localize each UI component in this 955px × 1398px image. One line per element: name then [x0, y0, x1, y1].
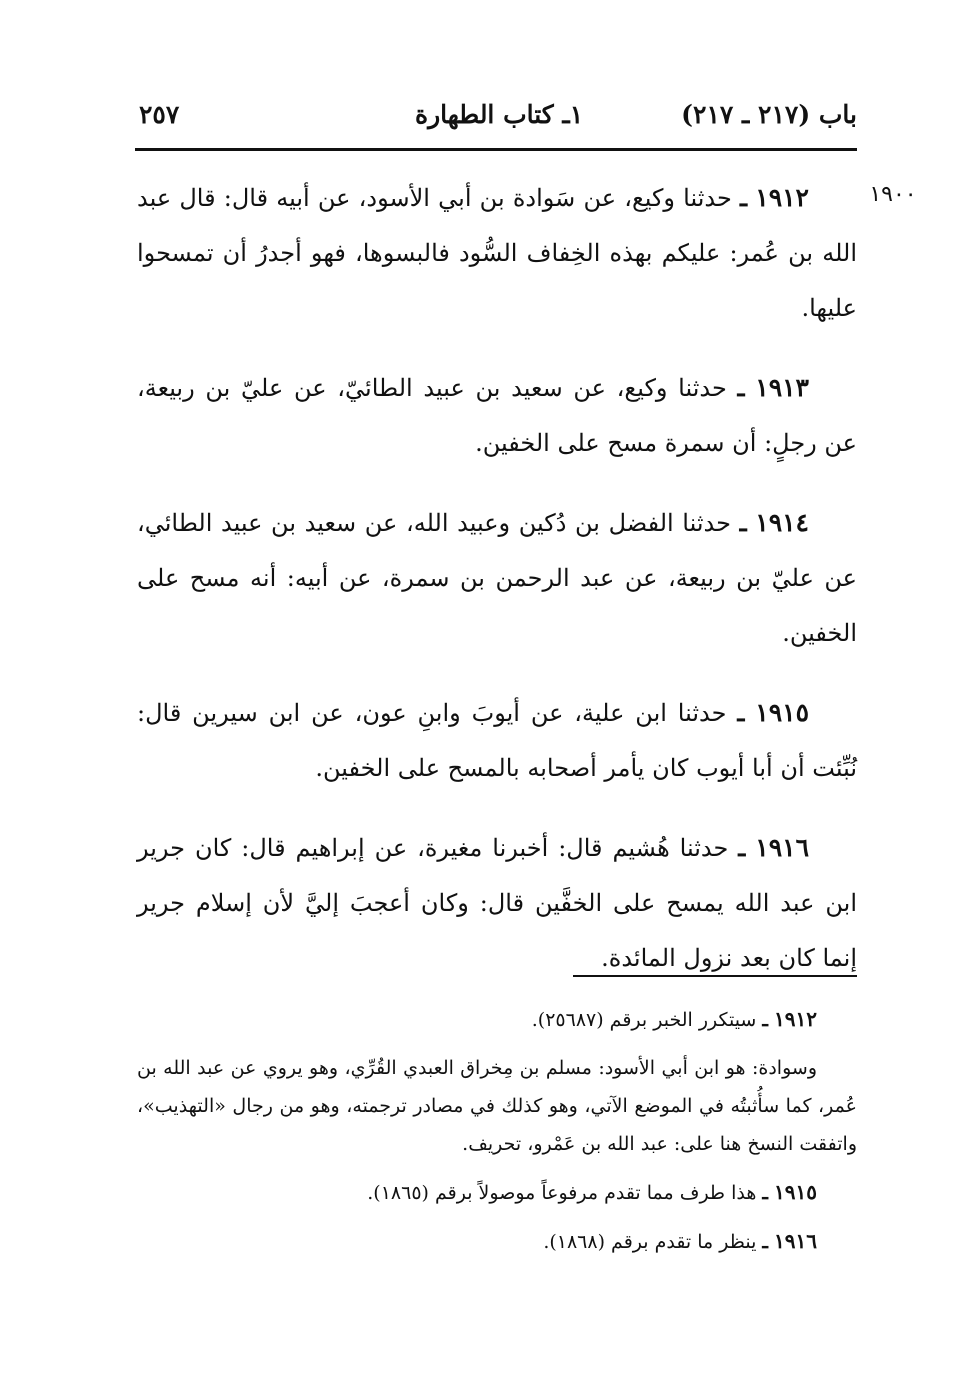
hadith-1916	[137, 820, 857, 986]
hadith-1914	[137, 495, 857, 661]
chapter-reference: باب (٢١٧ ـ ٢١٧)	[681, 100, 857, 129]
hadith-text: حدثنا وكيع، عن سعيد بن عبيد الطائيّ، عن عليّ بن ربيعة، عن رجلٍ: أن سمرة مسح على الخفين.	[137, 374, 857, 457]
hadith-number: ١٩١٦	[755, 833, 809, 862]
footnote-1912-continued	[137, 1049, 857, 1163]
footnote-dash: ـ	[762, 1009, 768, 1031]
hadith-1915	[137, 685, 857, 796]
hadith-text: حدثنا هُشيم قال: أخبرنا مغيرة، عن إبراهيم قال: كان جرير ابن عبد الله يمسح على الخفَّين قال: وكان أعجبَ إليَّ لأن إسلام جرير إنما كان بعد نزول المائدة.	[137, 834, 857, 972]
footnote-text: سيتكرر الخبر برقم (٢٥٦٨٧).	[531, 1009, 757, 1031]
footnote-text: هذا طرف مما تقدم مرفوعاً موصولاً برقم (١٨٦٥).	[367, 1182, 757, 1204]
footnote-1912	[137, 1000, 857, 1039]
footnote-dash: ـ	[762, 1182, 768, 1204]
header-rule	[135, 148, 857, 151]
hadith-text: حدثنا الفضل بن دُكين وعبيد الله، عن سعيد بن عبيد الطائي، عن عليّ بن ربيعة، عن عبد الرحمن بن سمرة، عن أبيه: أنه مسح على الخفين.	[137, 509, 857, 647]
footnotes	[137, 1000, 857, 1271]
main-text	[137, 170, 857, 1010]
footnote-1915	[137, 1173, 857, 1212]
footnote-number: ١٩١٥	[774, 1180, 817, 1204]
margin-reference-number: ١٩٠٠	[869, 182, 917, 207]
hadith-dash: ـ	[737, 373, 745, 402]
footnote-text: وسوادة: هو ابن أبي الأسود: مسلم بن مِخراق العبدي القُرِّي، وهو يروي عن عبد الله بن عُمر، كما سأُثبتُه في الموضع الآتي، وهو كذلك في مصادر ترجمته، وهو من رجال «التهذيب»، واتفقت النسخ هنا على: عبد الله بن عَمْرو، تحريف.	[137, 1057, 857, 1155]
page-number: ٢٥٧	[139, 100, 180, 129]
hadith-number: ١٩١٣	[755, 373, 809, 402]
footnote-rule	[573, 975, 857, 977]
book-title: ١ـ كتاب الطهارة	[415, 100, 584, 129]
footnote-text: ينظر ما تقدم برقم (١٨٦٨).	[543, 1231, 757, 1253]
hadith-1913	[137, 360, 857, 471]
footnote-number: ١٩١٦	[774, 1229, 817, 1253]
hadith-text: حدثنا ابن علية، عن أيوبَ وابنِ عون، عن ابن سيرين قال: نُبِّئت أن أبا أيوب كان يأمر أصحابه بالمسح على الخفين.	[137, 699, 857, 782]
footnote-1916	[137, 1222, 857, 1261]
hadith-text: حدثنا وكيع، عن سَوادة بن أبي الأسود، عن أبيه قال: قال عبد الله بن عُمر: عليكم بهذه الخِفاف السُّود فالبسوها، فهو أجدرُ أن تمسحوا عليها.	[137, 184, 857, 322]
footnote-number: ١٩١٢	[774, 1007, 817, 1031]
hadith-1912	[137, 170, 857, 336]
hadith-dash: ـ	[739, 508, 747, 537]
hadith-number: ١٩١٢	[755, 183, 809, 212]
footnote-dash: ـ	[762, 1231, 768, 1253]
hadith-dash: ـ	[740, 183, 748, 212]
running-header	[135, 94, 857, 142]
hadith-number: ١٩١٥	[755, 698, 809, 727]
hadith-dash: ـ	[737, 698, 745, 727]
hadith-number: ١٩١٤	[755, 508, 809, 537]
hadith-dash: ـ	[738, 833, 746, 862]
